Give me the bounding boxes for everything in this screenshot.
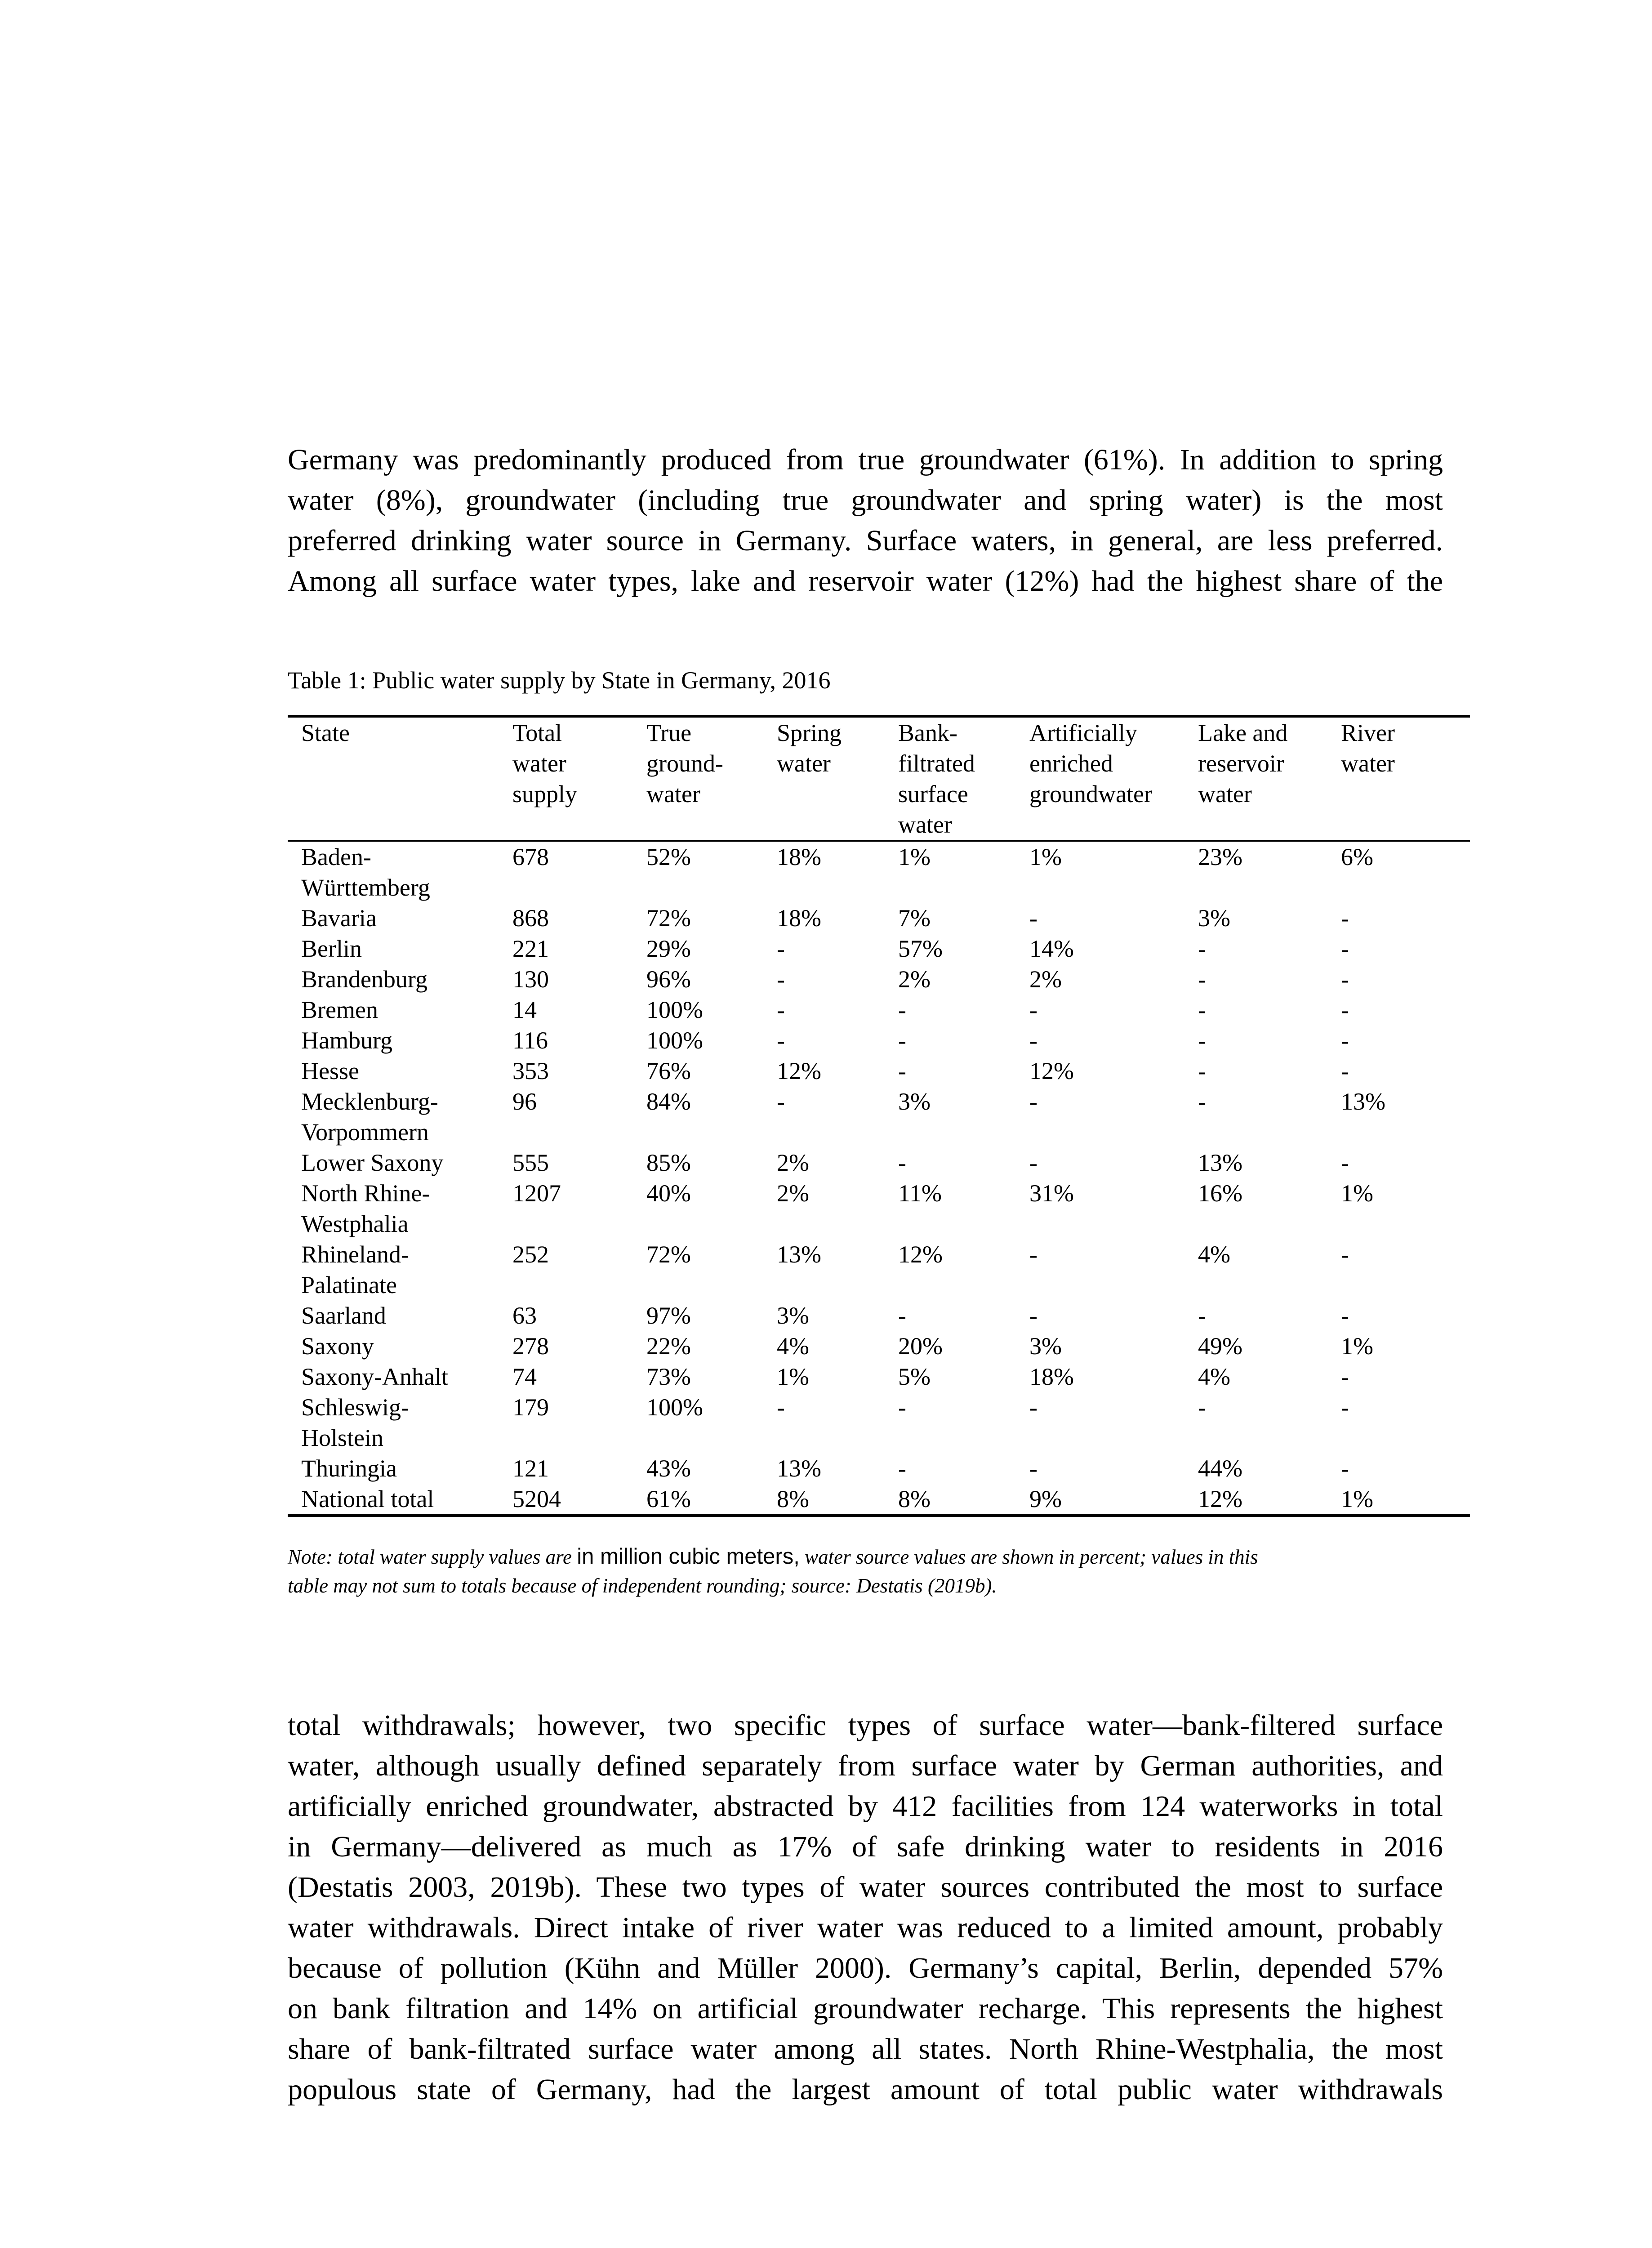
text-line: (Destatis 2003, 2019b). These two types of water sources contributed the most to surface [288,1871,1443,1904]
water-supply-table [288,715,1470,1517]
column-header [1341,716,1470,841]
value-cell: - [1341,1363,1349,1390]
value-cell: 9% [1029,1484,1198,1516]
value-cell: 130 [512,966,549,993]
table-note [288,1542,1443,1600]
value-cell: - [1341,1394,1349,1421]
table-row [288,1453,1470,1484]
state-name-line: Saxony [301,1333,374,1360]
table-row [288,1300,1470,1331]
column-header-line: ground- [646,750,723,777]
value-cell: 2% [1029,966,1062,993]
column-header-line: River [1341,719,1395,746]
value-cell: 12% [1198,1484,1341,1516]
state-cell [288,1392,512,1453]
column-header-line: groundwater [1029,781,1152,807]
value-cell: - [1341,1057,1349,1084]
state-name-line: Brandenburg [301,966,427,993]
value-cell: 179 [512,1394,549,1421]
text-line: preferred drinking water source in Germany. Surface waters, in general, are less preferred. [288,524,1443,557]
state-name-line: North Rhine- [301,1180,430,1207]
body-paragraph-top [288,440,1443,602]
state-name-line: Hesse [301,1057,359,1084]
state-cell [288,1147,512,1178]
value-cell: 22% [646,1333,691,1360]
text-line: water withdrawals. Direct intake of river water was reduced to a limited amount, probably [288,1911,1443,1944]
state-name-line: National total [301,1485,434,1512]
value-cell: - [1341,935,1349,962]
value-cell: - [898,1455,906,1482]
state-name-line: Thuringia [301,1455,397,1482]
value-cell: 18% [777,843,821,870]
text-line: Among all surface water types, lake and reservoir water (12%) had the highest share of the [288,565,1443,598]
text-line: populous state of Germany, had the largest amount of total public water withdrawals [288,2073,1443,2106]
value-cell: 72% [646,905,691,932]
value-cell: 8% [898,1484,1029,1516]
text-line: in Germany—delivered as much as 17% of safe drinking water to residents in 2016 [288,1830,1443,1863]
value-cell: - [1341,1149,1349,1176]
value-cell: - [1341,905,1349,932]
note-text: table may not sum to totals because of independent rounding; source: Destatis (2019b). [288,1574,997,1597]
value-cell: 1% [1341,1333,1373,1360]
value-cell: - [777,1027,785,1054]
value-cell: 72% [646,1241,691,1268]
state-cell [288,841,512,903]
note-text: water source values are shown in percent; values in this [799,1546,1258,1568]
value-cell: - [1029,1302,1038,1329]
column-header-line: supply [512,781,578,807]
column-header-line: State [301,719,350,746]
column-header-line: reservoir [1198,750,1284,777]
value-cell: - [1029,996,1038,1023]
value-cell: 4% [777,1333,809,1360]
value-cell: 353 [512,1057,549,1084]
value-cell: 52% [646,843,691,870]
value-cell: - [1341,1455,1349,1482]
state-cell [288,995,512,1025]
state-name-line: Schleswig- [301,1394,409,1421]
value-cell: 61% [646,1484,777,1516]
column-header-line: Bank- [898,719,957,746]
state-name-line: Bavaria [301,905,377,932]
value-cell: - [1029,1027,1038,1054]
state-cell [288,1178,512,1239]
column-header-line: water [1198,781,1252,807]
value-cell: 18% [1029,1363,1074,1390]
value-cell: 44% [1198,1455,1242,1482]
state-cell [288,1025,512,1056]
value-cell: - [1341,1302,1349,1329]
table-row [288,1056,1470,1086]
value-cell: - [1198,966,1206,993]
value-cell: 31% [1029,1180,1074,1207]
value-cell: - [1198,996,1206,1023]
value-cell: 252 [512,1241,549,1268]
value-cell: - [1029,1455,1038,1482]
value-cell: 74 [512,1363,537,1390]
value-cell: 14 [512,996,537,1023]
column-header-line: filtrated [898,750,975,777]
note-text: Note: total water supply values are [288,1546,577,1568]
table-row [288,1147,1470,1178]
note-units: in million cubic meters, [577,1544,800,1569]
table-caption: Table 1: Public water supply by State in Germany, 2016 [288,667,831,694]
state-name-line: Rhineland- [301,1241,409,1268]
value-cell: - [1198,935,1206,962]
state-cell [288,1056,512,1086]
value-cell: - [1198,1057,1206,1084]
value-cell: 85% [646,1149,691,1176]
state-cell [288,903,512,933]
value-cell: - [777,935,785,962]
value-cell: 2% [777,1149,809,1176]
state-cell [288,1086,512,1147]
value-cell: 1207 [512,1180,561,1207]
table-row [288,1239,1470,1300]
value-cell: 43% [646,1455,691,1482]
value-cell: 96% [646,966,691,993]
value-cell: 16% [1198,1180,1242,1207]
value-cell: - [1198,1302,1206,1329]
state-name-line: Baden- [301,843,371,870]
column-header [646,716,777,841]
text-line: total withdrawals; however, two specific types of surface water—bank-filtered surface [288,1709,1443,1742]
value-cell: - [898,996,906,1023]
text-line: water (8%), groundwater (including true groundwater and spring water) is the most [288,484,1443,517]
table-row [288,964,1470,995]
column-header-line: water [898,811,952,838]
value-cell: 3% [1029,1333,1062,1360]
table-row [288,1086,1470,1147]
value-cell: 555 [512,1149,549,1176]
value-cell: 11% [898,1180,942,1207]
value-cell: - [777,1088,785,1115]
value-cell: 100% [646,1394,703,1421]
text-line: water, although usually defined separately from surface water by German authorities, and [288,1749,1443,1782]
value-cell: 1% [898,843,931,870]
table-row [288,933,1470,964]
value-cell: 12% [898,1241,943,1268]
value-cell: 678 [512,843,549,870]
body-paragraph-bottom [288,1705,1443,2110]
value-cell: 13% [1198,1149,1242,1176]
column-header-line: surface [898,781,968,807]
value-cell: - [1029,1149,1038,1176]
state-cell [288,1239,512,1300]
value-cell: - [898,1057,906,1084]
value-cell: 40% [646,1180,691,1207]
value-cell: 868 [512,905,549,932]
value-cell: 7% [898,905,931,932]
value-cell: - [777,966,785,993]
state-name-line: Lower Saxony [301,1149,444,1176]
text-line: artificially enriched groundwater, abstracted by 412 facilities from 124 waterworks in total [288,1790,1443,1823]
value-cell: 1% [1029,843,1062,870]
column-header [898,716,1029,841]
value-cell: - [1341,996,1349,1023]
column-header-line: enriched [1029,750,1113,777]
value-cell: - [1341,1027,1349,1054]
value-cell: 4% [1198,1241,1230,1268]
table-row [288,903,1470,933]
value-cell: - [898,1027,906,1054]
column-header-line: Artificially [1029,719,1137,746]
state-name-line: Berlin [301,935,362,962]
text-line: on bank filtration and 14% on artificial groundwater recharge. This represents the highest [288,1992,1443,2025]
value-cell: 76% [646,1057,691,1084]
value-cell: 49% [1198,1333,1242,1360]
value-cell: 13% [777,1241,821,1268]
state-name-line: Saxony-Anhalt [301,1363,448,1390]
value-cell: - [777,1394,785,1421]
value-cell: 57% [898,935,943,962]
value-cell: 14% [1029,935,1074,962]
table-header-row [288,716,1470,841]
column-header [288,716,512,841]
column-header [1198,716,1341,841]
value-cell: 96 [512,1088,537,1115]
value-cell: 20% [898,1333,943,1360]
value-cell: - [1029,905,1038,932]
value-cell: 3% [1198,905,1230,932]
value-cell: 4% [1198,1363,1230,1390]
column-header-line: Lake and [1198,719,1288,746]
column-header-line: water [646,781,700,807]
column-header-line: True [646,719,692,746]
text-line: share of bank-filtrated surface water among all states. North Rhine-Westphalia, the most [288,2033,1443,2065]
value-cell: 84% [646,1088,691,1115]
value-cell: 5204 [512,1484,646,1516]
value-cell: - [1029,1241,1038,1268]
table-row [288,1484,1470,1516]
value-cell: 13% [777,1455,821,1482]
value-cell: - [898,1149,906,1176]
table-row [288,1392,1470,1453]
value-cell: 12% [1029,1057,1074,1084]
value-cell: 278 [512,1333,549,1360]
state-cell [288,1453,512,1484]
value-cell: 13% [1341,1088,1385,1115]
state-cell [288,1300,512,1331]
value-cell: - [777,996,785,1023]
value-cell: 8% [777,1484,898,1516]
value-cell: - [1198,1027,1206,1054]
value-cell: 63 [512,1302,537,1329]
column-header-line: water [512,750,566,777]
state-name-line: Saarland [301,1302,386,1329]
state-cell [288,1484,512,1516]
value-cell: 1% [777,1363,809,1390]
state-name-line: Holstein [301,1424,383,1451]
column-header [512,716,646,841]
value-cell: 73% [646,1363,691,1390]
column-header [1029,716,1198,841]
value-cell: 1% [1341,1180,1373,1207]
column-header-line: Spring [777,719,842,746]
value-cell: 2% [898,966,931,993]
state-name-line: Westphalia [301,1210,409,1237]
value-cell: 100% [646,1027,703,1054]
value-cell: 23% [1198,843,1242,870]
value-cell: 97% [646,1302,691,1329]
value-cell: - [1029,1088,1038,1115]
value-cell: 29% [646,935,691,962]
table-row [288,1331,1470,1361]
value-cell: - [1341,966,1349,993]
table-row [288,995,1470,1025]
value-cell: 5% [898,1363,931,1390]
value-cell: - [1341,1241,1349,1268]
state-name-line: Vorpommern [301,1119,429,1146]
value-cell: - [1198,1088,1206,1115]
table-row [288,1361,1470,1392]
value-cell: 6% [1341,843,1373,870]
state-name-line: Hamburg [301,1027,392,1054]
value-cell: 116 [512,1027,548,1054]
text-line: Germany was predominantly produced from true groundwater (61%). In addition to spring [288,443,1443,476]
value-cell: - [1029,1394,1038,1421]
state-cell [288,1361,512,1392]
state-name-line: Palatinate [301,1271,397,1298]
state-cell [288,1331,512,1361]
value-cell: 2% [777,1180,809,1207]
value-cell: - [898,1302,906,1329]
value-cell: 1% [1341,1484,1470,1516]
value-cell: 121 [512,1455,549,1482]
state-name-line: Bremen [301,996,378,1023]
table-row [288,1025,1470,1056]
table-row [288,1178,1470,1239]
column-header-line: Total [512,719,562,746]
value-cell: 100% [646,996,703,1023]
value-cell: 221 [512,935,549,962]
state-name-line: Württemberg [301,874,430,901]
state-cell [288,964,512,995]
state-cell [288,933,512,964]
column-header [777,716,898,841]
value-cell: - [1198,1394,1206,1421]
value-cell: 12% [777,1057,821,1084]
column-header-line: water [777,750,831,777]
value-cell: 18% [777,905,821,932]
value-cell: 3% [777,1302,809,1329]
state-name-line: Mecklenburg- [301,1088,438,1115]
value-cell: - [898,1394,906,1421]
column-header-line: water [1341,750,1395,777]
table-row [288,841,1470,903]
value-cell: 3% [898,1088,931,1115]
text-line: because of pollution (Kühn and Müller 2000). Germany’s capital, Berlin, depended 57% [288,1952,1443,1985]
